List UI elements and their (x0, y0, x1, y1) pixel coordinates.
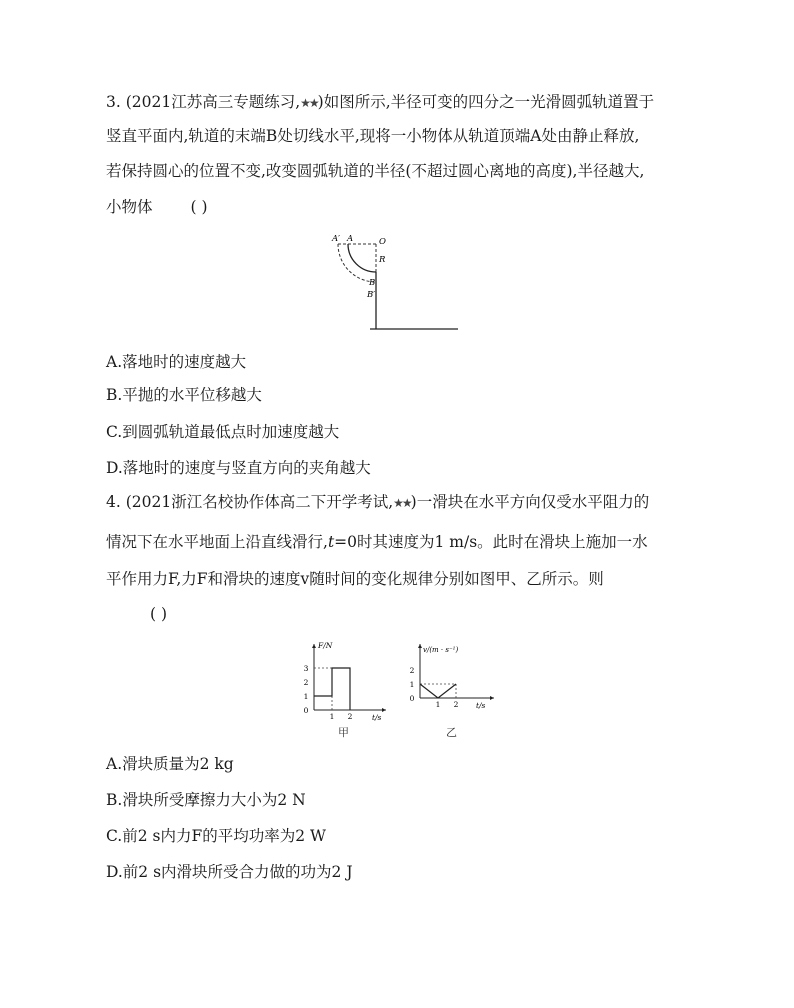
q3-option-a: A.落地时的速度越大 (106, 353, 247, 371)
chart-yi-ylabel: v/(m · s⁻¹) (423, 646, 459, 654)
q4-option-b: B.滑块所受摩擦力大小为2 N (106, 791, 306, 809)
chart-jia-xtick-label: 1 (329, 712, 335, 721)
q4-option-c: C.前2 s内力F的平均功率为2 W (106, 827, 326, 845)
q3-line1 (106, 91, 654, 114)
difficulty-stars-icon: ★★ (393, 496, 411, 510)
q3-option-d: D.落地时的速度与竖直方向的夹角越大 (106, 459, 371, 477)
chart-yi-series-line (420, 684, 456, 698)
label-O: O (379, 237, 386, 247)
q4-line2: 情况下在水平地面上沿直线滑行,t=0时其速度为1 m/s。此时在滑块上施加一水 (106, 533, 648, 551)
chart-yi (402, 638, 502, 723)
q3-option-b: B.平抛的水平位移越大 (106, 386, 262, 404)
chart-yi-ytick-label: 1 (409, 680, 415, 689)
q4-option-d: D.前2 s内滑块所受合力做的功为2 J (106, 863, 353, 881)
chart-jia-ytick-label: 3 (303, 664, 309, 673)
q4-number: 4. (106, 493, 121, 511)
q4-source: (2021浙江名校协作体高二下开学考试,★★) (125, 493, 417, 511)
chart-jia-ytick-label: 2 (303, 678, 309, 687)
q3-small-arc (348, 244, 376, 272)
q4-line1 (106, 491, 649, 514)
chart-jia-xlabel: t/s (372, 713, 382, 722)
q3-option-c: C.到圆弧轨道最低点时加速度越大 (106, 423, 340, 441)
chart-jia-ylabel: F/N (318, 641, 333, 650)
chart-yi-x-arrow-icon (490, 696, 494, 700)
chart-yi-ytick-label: 0 (409, 694, 415, 703)
q4-stem-part1: 一滑块在水平方向仅受水平阻力的 (416, 493, 650, 511)
chart-jia-title: 甲 (338, 726, 349, 739)
difficulty-stars-icon: ★★ (300, 96, 318, 110)
label-R: R (379, 255, 386, 265)
chart-yi-ytick-label: 2 (409, 666, 415, 675)
chart-jia-series-line (314, 668, 350, 710)
chart-jia-ytick-label: 0 (303, 706, 309, 715)
label-B: B (369, 278, 376, 288)
q3-source: (2021江苏高三专题练习,★★) (125, 93, 324, 111)
label-A: A (347, 234, 354, 244)
chart-yi-xtick-label: 2 (453, 700, 459, 709)
chart-jia-x-arrow-icon (382, 708, 386, 712)
q3-stem-part1: 如图所示,半径可变的四分之一光滑圆弧轨道置于 (323, 93, 655, 111)
q3-line2: 竖直平面内,轨道的末端B处切线水平,现将一小物体从轨道顶端A处由静止释放, (106, 127, 640, 145)
chart-yi-y-arrow-icon (418, 644, 422, 648)
q3-large-arc (338, 244, 376, 282)
label-A-prime: A′ (332, 234, 341, 244)
chart-yi-xtick-label: 1 (435, 700, 441, 709)
q3-number: 3. (106, 93, 121, 111)
chart-yi-xlabel: t/s (476, 701, 486, 710)
chart-yi-title: 乙 (446, 726, 457, 739)
chart-jia-ytick-label: 1 (303, 692, 309, 701)
q3-line3: 若保持圆心的位置不变,改变圆弧轨道的半径(不超过圆心离地的高度),半径越大, (106, 162, 645, 180)
q3-stem-end: 小物体 (106, 198, 153, 216)
q3-line4 (106, 196, 208, 218)
chart-jia (294, 638, 394, 723)
chart-jia-xtick-label: 2 (347, 712, 353, 721)
q4-option-a: A.滑块质量为2 kg (106, 755, 234, 773)
q3-track-figure (326, 232, 466, 337)
label-B-prime: B′ (367, 290, 376, 300)
chart-jia-y-arrow-icon (312, 644, 316, 648)
q4-line3: 平作用力F,力F和滑块的速度v随时间的变化规律分别如图甲、乙所示。则 (106, 570, 604, 588)
q3-answer-blank: ( ) (190, 198, 208, 216)
q4-answer-blank: ( ) (150, 605, 168, 623)
